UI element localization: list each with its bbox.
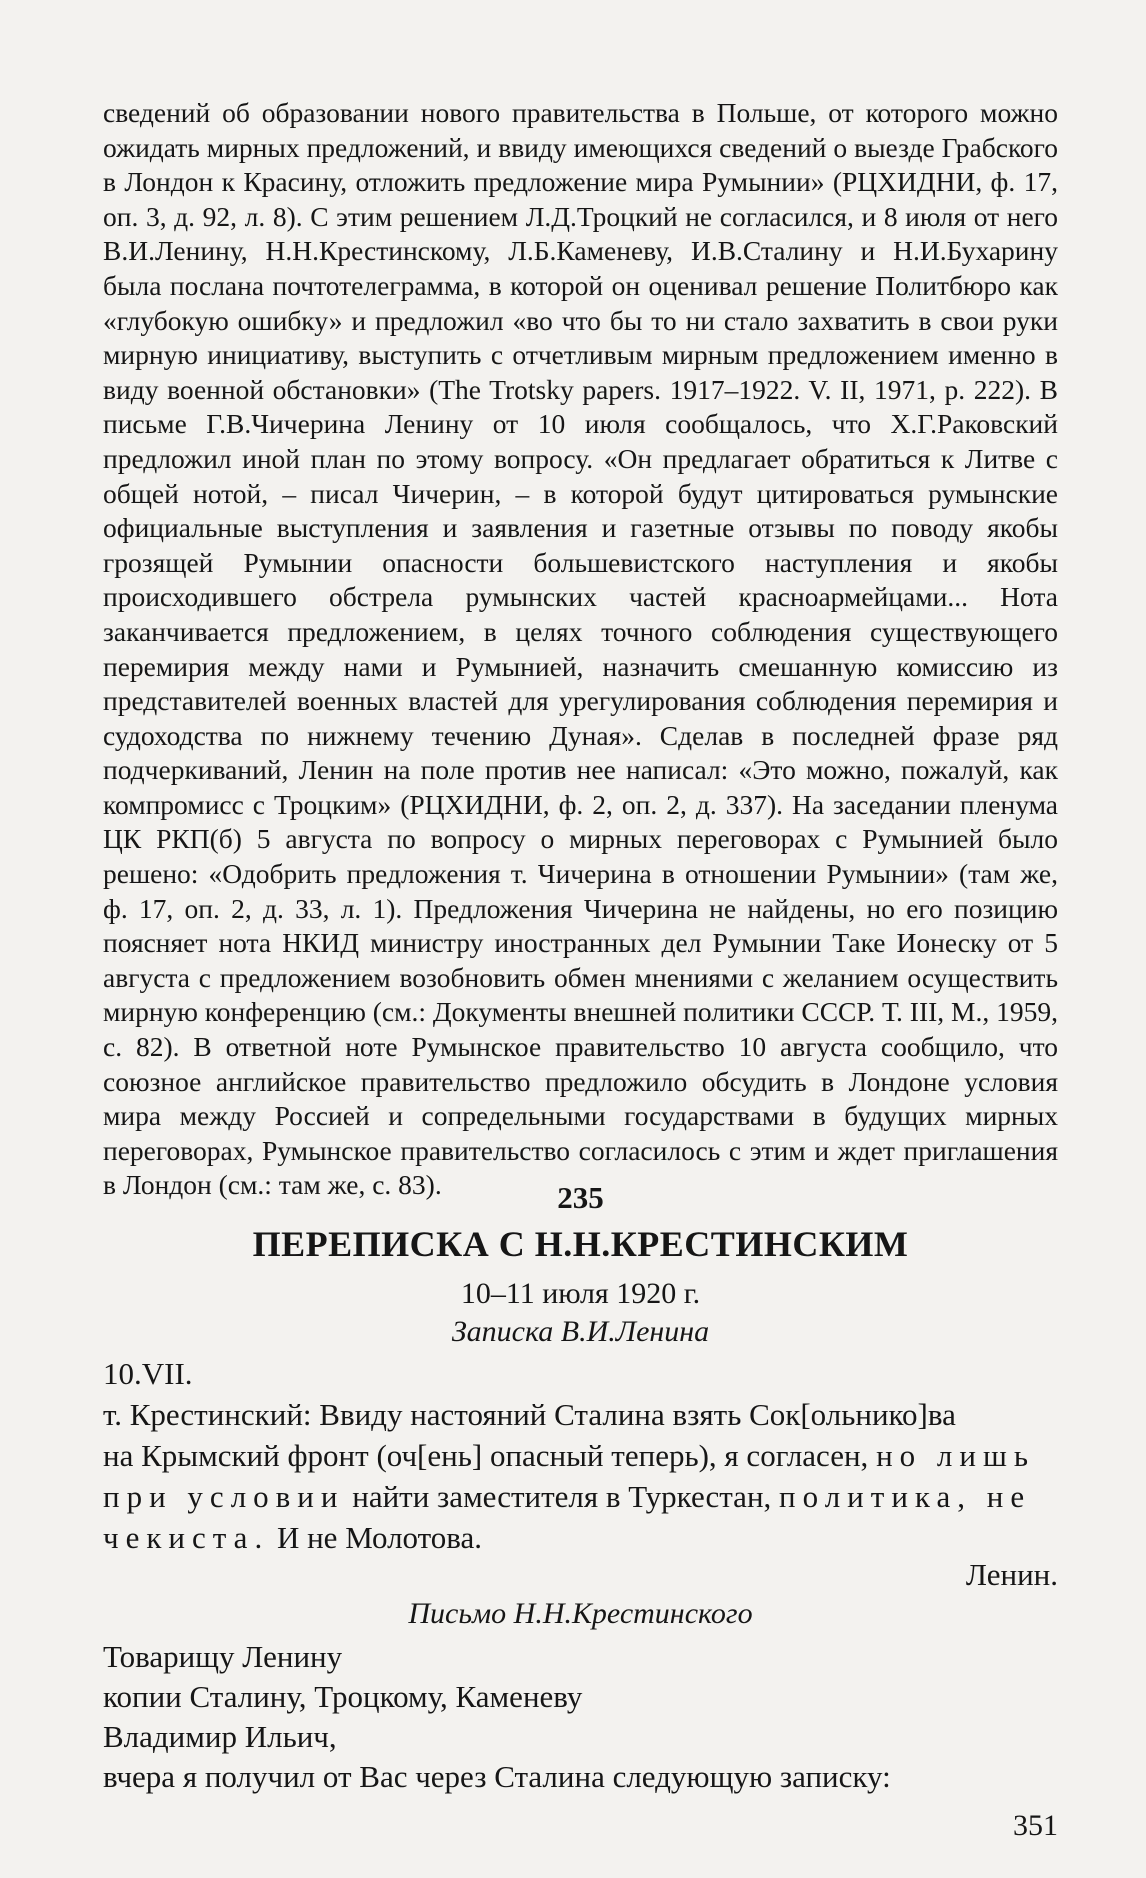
letter-heading: Письмо Н.Н.Крестинского xyxy=(408,1597,753,1630)
letter-address-2: копии Сталину, Троцкому, Каменеву xyxy=(103,1679,583,1714)
note-date: 10.VII. xyxy=(103,1356,193,1391)
note-line-2-emphasis: но лишь xyxy=(876,1438,1035,1473)
note-line-3-emphasis-a: при условии xyxy=(103,1479,345,1514)
document-date: 10–11 июля 1920 г. xyxy=(460,1277,701,1310)
note-line-4-text: И не Молотова. xyxy=(276,1520,483,1555)
note-line-3-emphasis-b: политика, не xyxy=(779,1479,1032,1514)
note-line-2-text: на Крымский фронт (оч[ень] опасный теперь), я согласен, xyxy=(103,1438,869,1473)
note-heading: Записка В.И.Ленина xyxy=(451,1315,710,1348)
document-number: 235 xyxy=(557,1180,604,1215)
note-line-1 xyxy=(103,1394,1058,1435)
letter-address-1: Товарищу Ленину xyxy=(103,1639,343,1674)
letter-salutation: Владимир Ильич, xyxy=(103,1719,337,1754)
note-line-3 xyxy=(103,1476,1058,1517)
footnote-paragraph: сведений об образовании нового правительства в Польше, от которого можно ожидать мирных предложений, и ввиду имеющихся сведений о выезде Грабского в Лондон к Красину, отложить предложение мира Румынии» (РЦХИДНИ, ф. 17, оп. 3, д. 92, л. 8). С этим решением Л.Д.Троцкий не согласился, и 8 июля от него В.И.Ленину, Н.Н.Крестинскому, Л.Б.Каменеву, И.В.Сталину и Н.И.Бухарину была послана почтотелеграмма, в которой он оценивал решение Политбюро как «глубокую ошибку» и предложил «во что бы то ни стало захватить в свои руки мирную инициативу, выступить с отчетливым мирным предложением именно в виду военной обстановки» (The Trotsky papers. 1917–1922. V. II, 1971, p. 222). В письме Г.В.Чичерина Ленину от 10 июля сообщалось, что Х.Г.Раковский предложил иной план по этому вопросу. «Он предлагает обратиться к Литве с общей нотой, – писал Чичерин, – в которой будут цитироваться румынские официальные выступления и заявления и газетные отзывы по поводу якобы грозящей Румынии опасности большевистского наступления и якобы происходившего обстрела румынских частей красноармейцами... Нота заканчивается предложением, в целях точного соблюдения существующего перемирия между нами и Румынией, назначить смешанную комиссию из представителей военных властей для урегулирования соблюдения перемирия и судоходства по нижнему течению Дуная». Сделав в последней фразе ряд подчеркиваний, Ленин на поле против нее написал: «Это можно, пожалуй, как компромисс с Троцким» (РЦХИДНИ, ф. 2, оп. 2, д. 337). На заседании пленума ЦК РКП(б) 5 августа по вопросу о мирных переговорах с Румынией было решено: «Одобрить предложения т. Чичерина в отношении Румынии» (там же, ф. 17, оп. 2, д. 33, л. 1). Предложения Чичерина не найдены, но его позицию поясняет нота НКИД министру иностранных дел Румынии Таке Ионеску от 5 августа с предложением возобновить обмен мнениями с желанием осуществить мирную конференцию (см.: Документы внешней политики СССР. Т. III, М., 1959, с. 82). В ответной ноте Румынское правительство 10 августа сообщило, что союзное английское правительство предложило обсудить в Лондоне условия мира между Россией и сопредельными государствами в будущих мирных переговорах, Румынское правительство согласилось с этим и ждет приглашения в Лондон (см.: там же, с. 83). xyxy=(103,97,1058,1201)
page-number: 351 xyxy=(1013,1809,1058,1842)
footnote-block xyxy=(103,96,1058,1203)
note-line-4 xyxy=(103,1517,1058,1558)
signature: Ленин. xyxy=(965,1557,1058,1592)
note-line-1-text: т. Крестинский: Ввиду настояний Сталина взять Сок[ольнико]ва xyxy=(103,1397,956,1432)
note-line-3-text: найти заместителя в Туркестан, xyxy=(352,1479,772,1514)
note-line-4-emphasis: чекиста. xyxy=(103,1520,270,1555)
document-title: ПЕРЕПИСКА С Н.Н.КРЕСТИНСКИМ xyxy=(252,1224,909,1264)
note-line-2 xyxy=(103,1435,1058,1476)
letter-line-1: вчера я получил от Вас через Сталина следующую записку: xyxy=(103,1759,891,1794)
